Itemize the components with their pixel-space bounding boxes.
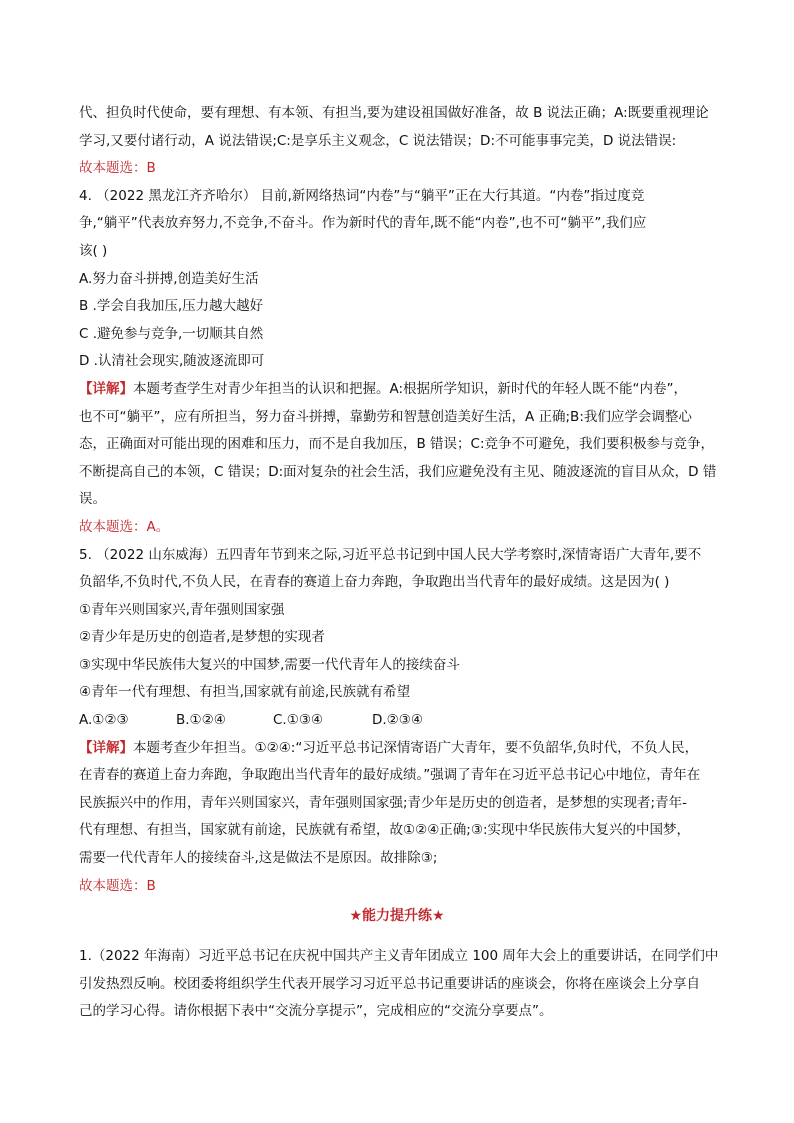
document-body <box>79 100 719 900</box>
text-line: 学习,又要付诸行动，A 说法错误;C:是享乐主义观念，C 说法错误；D:不可能事事完美，D 说法错误: <box>79 132 677 149</box>
q5-detail-label: 【详解】 <box>79 739 133 756</box>
answer-q5: 故本题选：B <box>79 877 156 894</box>
practice-line: 己的学习心得。请你根据下表中“交流分享提示”，完成相应的“交流分享要点”。 <box>79 1003 553 1020</box>
q5-option-b: B.①②④ <box>176 712 226 729</box>
section-title: ★能力提升练★ <box>349 908 445 924</box>
q4-detail-line: 也不可“躺平”，应有所担当，努力奋斗拼搏，靠勤劳和智慧创造美好生活，A 正确;B:我们应学会调整心 <box>79 408 692 425</box>
q5-option-c: C.①③④ <box>273 712 324 729</box>
q5-detail-line <box>79 735 719 763</box>
q5-stem-line: 负韶华,不负时代,不负人民，在青春的赛道上奋力奔跑，争取跑出当代青年的最好成绩。这是因为( ) <box>79 574 670 591</box>
q4-stem-line: 该( ) <box>79 242 108 259</box>
practice-line: 1.（2022 年海南）习近平总书记在庆祝中国共产主义青年团成立 100 周年大会上的重要讲话，在同学们中 <box>79 948 719 964</box>
q4-detail-line: 态，正确面对可能出现的困难和压力，而不是自我加压，B 错误；C:竞争不可避免，我们要积极参与竞争， <box>79 436 715 453</box>
q4-option-d: D .认清社会现实,随波逐流即可 <box>79 353 265 370</box>
q4-detail-line: 误。 <box>79 491 106 508</box>
q5-options <box>79 707 719 735</box>
q5-statement: ②青少年是历史的创造者,是梦想的实现者 <box>79 629 325 646</box>
q4-option-b: B .学会自我加压,压力越大越好 <box>79 298 264 315</box>
q5-option-d: D.②③④ <box>372 712 423 729</box>
q4-detail-text: 本题考查学生对青少年担当的认识和把握。A:根据所学知识，新时代的年轻人既不能“内卷”， <box>133 380 688 397</box>
q4-detail-line: 不断提高自己的本领，C 错误；D:面对复杂的社会生活，我们应避免没有主见、随波逐流的盲目从众，D 错 <box>79 463 717 480</box>
q4-stem-line: 4. （2022 黑龙江齐齐哈尔） 目前,新网络热词“内卷”与“躺平”正在大行其道。“内卷”指过度竞 <box>79 187 645 204</box>
q5-statement: ①青年兴则国家兴,青年强则国家强 <box>79 601 285 618</box>
q4-detail-label: 【详解】 <box>79 380 133 397</box>
q4-option-c: C .避免参与竞争,一切顺其自然 <box>79 325 264 342</box>
q4-stem-line: 争,“躺平”代表放弃努力,不竞争,不奋斗。作为新时代的青年,既不能“内卷”,也不可“躺平”,我们应 <box>79 215 647 232</box>
practice-line: 引发热烈反响。校团委将组织学生代表开展学习习近平总书记重要讲话的座谈会，你将在座谈会上分享自 <box>79 975 700 992</box>
q5-statement: ④青年一代有理想、有担当,国家就有前途,民族就有希望 <box>79 684 411 701</box>
q4-detail-line <box>79 376 719 404</box>
text-line: 代、担负时代使命，要有理想、有本领、有担当,要为建设祖国做好准备，故 B 说法正确；A:既要重视理论 <box>79 105 709 121</box>
q5-detail-line: 民族振兴中的作用，青年兴则国家兴，青年强则国家强;青少年是历史的创造者，是梦想的实现者;青年- <box>79 794 687 811</box>
q5-detail-text: 本题考查少年担当。①②④:“习近平总书记深情寄语广大青年，要不负韶华,负时代，不负人民， <box>133 739 699 756</box>
q5-detail-line: 代有理想、有担当，国家就有前途，民族就有希望，故①②④正确;③:实现中华民族伟大复兴的中国梦， <box>79 822 691 839</box>
q5-detail-line: 在青春的赛道上奋力奔跑，争取跑出当代青年的最好成绩。”强调了青年在习近平总书记心中地位，青年在 <box>79 767 701 784</box>
answer-q4: 故本题选：A。 <box>79 518 170 535</box>
q5-statement: ③实现中华民族伟大复兴的中国梦,需要一代代青年人的接续奋斗 <box>79 656 460 673</box>
q5-detail-line: 需要一代代青年人的接续奋斗,这是做法不是原因。故排除③; <box>79 850 438 867</box>
q5-option-a: A.①②③ <box>79 712 129 729</box>
practice-block <box>79 943 719 1026</box>
q5-stem-line: 5. （2022 山东威海）五四青年节到来之际,习近平总书记到中国人民大学考察时,深情寄语广大青年,要不 <box>79 546 702 563</box>
answer-q3: 故本题选：B <box>79 160 156 177</box>
q4-option-a: A.努力奋斗拼搏,创造美好生活 <box>79 270 259 287</box>
